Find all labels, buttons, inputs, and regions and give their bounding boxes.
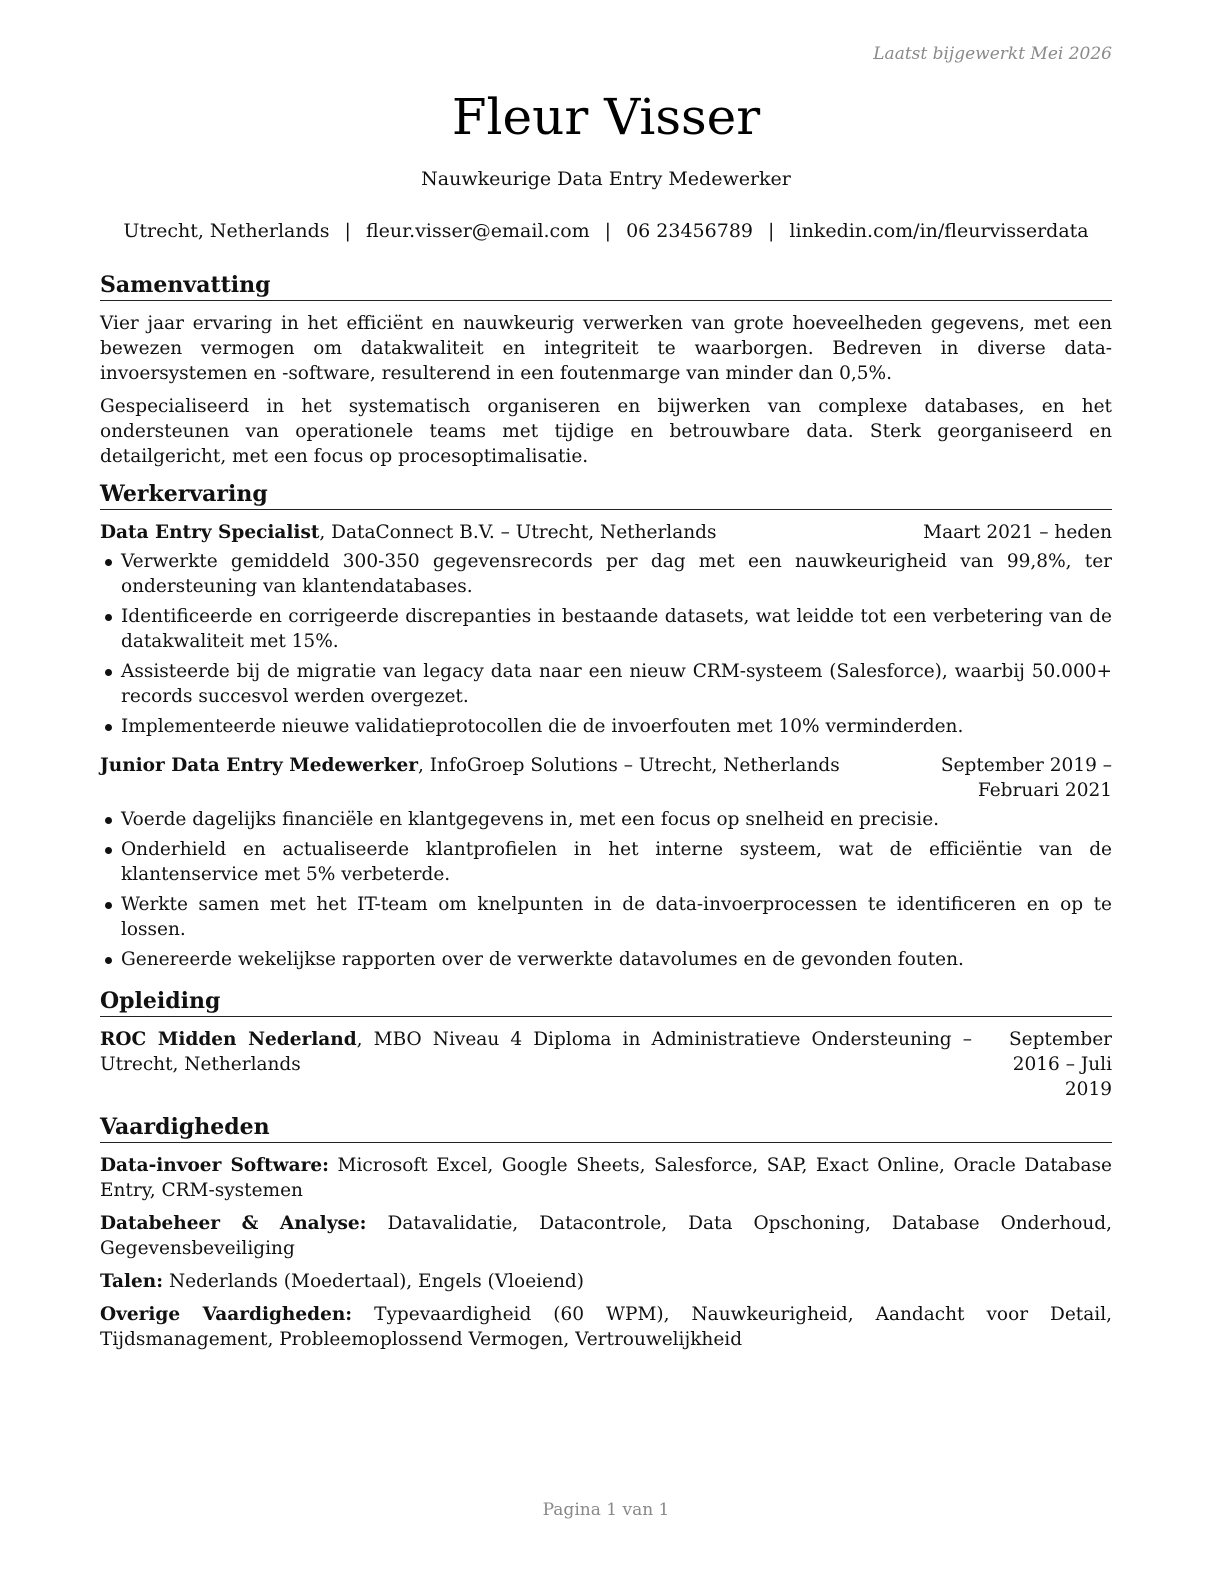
education-school: ROC Midden Nederland [100, 1029, 357, 1050]
experience-section [100, 479, 1112, 972]
contact-phone: 06 23456789 [626, 220, 754, 242]
job-header [100, 520, 1112, 545]
experience-heading: Werkervaring [100, 479, 1112, 510]
education-section [100, 986, 1112, 1102]
skill-value: Nederlands (Moedertaal), Engels (Vloeiend) [163, 1271, 584, 1292]
job-entry [100, 753, 1112, 972]
job-bullet: Implementeerde nieuwe validatieprotocollen die de invoerfouten met 10% verminderden. [100, 714, 1112, 739]
skills-section [100, 1112, 1112, 1352]
skill-line [100, 1153, 1112, 1203]
skills-heading: Vaardigheden [100, 1112, 1112, 1143]
job-bullet: Identificeerde en corrigeerde discrepanties in bestaande datasets, wat leidde tot een verbetering van de datakwaliteit met 15%. [100, 604, 1112, 654]
summary-heading: Samenvatting [100, 270, 1112, 301]
candidate-tagline: Nauwkeurige Data Entry Medewerker [421, 168, 791, 190]
education-entry [100, 1027, 1112, 1102]
skill-line [100, 1269, 1112, 1294]
education-detail: , MBO Niveau 4 Diploma in Administratieve Ondersteuning – Utrecht, Netherlands [100, 1029, 972, 1075]
skill-value: Typevaardigheid (60 WPM), Nauwkeurigheid, Aandacht voor Detail, Tijdsmanagement, Probleemoplossend Vermogen, Vertrouwelijkheid [100, 1304, 1112, 1350]
skill-label: Overige Vaardigheden: [100, 1304, 353, 1325]
skill-label: Talen: [100, 1271, 164, 1292]
skill-line [100, 1302, 1112, 1352]
job-bullets [100, 807, 1112, 972]
last-updated-note: Laatst bijgewerkt Mei 2026 [873, 44, 1112, 64]
job-company: , DataConnect B.V. – Utrecht, Netherlands [319, 522, 717, 543]
skill-value: Datavalidatie, Datacontrole, Data Opschoning, Database Onderhoud, Gegevensbeveiliging [100, 1213, 1112, 1259]
summary-section [100, 270, 1112, 469]
skill-line [100, 1211, 1112, 1261]
job-bullet: Genereerde wekelijkse rapporten over de verwerkte datavolumes en de gevonden fouten. [100, 947, 1112, 972]
education-heading: Opleiding [100, 986, 1112, 1017]
education-dates: September 2016 – Juli 2019 [1008, 1029, 1112, 1100]
job-header [100, 753, 1112, 803]
job-entry [100, 520, 1112, 739]
resume-content [100, 270, 1112, 1362]
job-bullets [100, 549, 1112, 739]
skill-label: Databeheer & Analyse: [100, 1213, 367, 1234]
summary-paragraph: Gespecialiseerd in het systematisch organiseren en bijwerken van complexe databases, en het ondersteunen van operationele teams met tijdige en betrouwbare data. Sterk georganiseerd en detailgericht, met een focus op procesoptimalisatie. [100, 396, 1112, 467]
job-dates: September 2019 – Februari 2021 [940, 755, 1112, 801]
contact-line [100, 218, 1112, 244]
skill-value: Microsoft Excel, Google Sheets, Salesforce, SAP, Exact Online, Oracle Database Entry, CRM-systemen [100, 1155, 1112, 1201]
contact-separator: | [344, 220, 351, 242]
job-company: , InfoGroep Solutions – Utrecht, Netherlands [417, 755, 840, 776]
page-number: Pagina 1 van 1 [542, 1500, 670, 1520]
job-dates: Maart 2021 – heden [923, 522, 1112, 543]
contact-linkedin[interactable]: linkedin.com/in/fleurvisserdata [789, 220, 1089, 242]
contact-location: Utrecht, Netherlands [123, 220, 330, 242]
job-role: Data Entry Specialist [100, 522, 320, 543]
summary-paragraph: Vier jaar ervaring in het efficiënt en nauwkeurig verwerken van grote hoeveelheden gegevens, met een bewezen vermogen om datakwaliteit en integriteit te waarborgen. Bedreven in diverse data-invoersystemen en -software, resulterend in een foutenmarge van minder dan 0,5%. [100, 313, 1112, 384]
job-bullet: Verwerkte gemiddeld 300-350 gegevensrecords per dag met een nauwkeurigheid van 99,8%, ter ondersteuning van klantendatabases. [100, 549, 1112, 599]
skill-label: Data-invoer Software: [100, 1155, 329, 1176]
job-bullet: Onderhield en actualiseerde klantprofielen in het interne systeem, wat de efficiëntie van de klantenservice met 5% verbeterde. [100, 837, 1112, 887]
contact-separator: | [604, 220, 612, 242]
job-bullet: Werkte samen met het IT-team om knelpunten in de data-invoerprocessen te identificeren en op te lossen. [100, 892, 1112, 942]
job-bullet: Voerde dagelijks financiële en klantgegevens in, met een focus op snelheid en precisie. [100, 807, 1112, 832]
resume-page [100, 0, 1112, 1584]
contact-email[interactable]: fleur.visser@email.com [365, 220, 590, 242]
contact-separator: | [768, 220, 775, 242]
candidate-name: Fleur Visser [451, 88, 761, 146]
job-bullet: Assisteerde bij de migratie van legacy data naar een nieuw CRM-systeem (Salesforce), waarbij 50.000+ records succesvol werden overgezet. [100, 659, 1112, 709]
job-role: Junior Data Entry Medewerker [100, 755, 418, 776]
